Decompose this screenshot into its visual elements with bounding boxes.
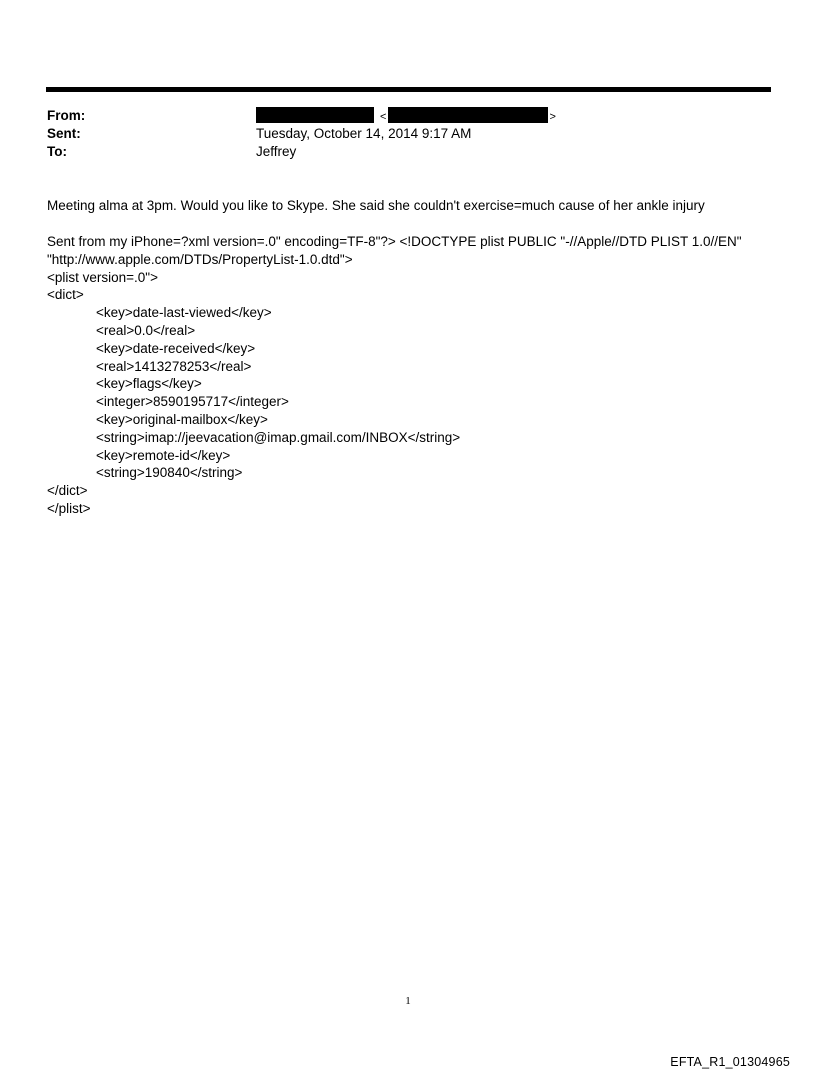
body-line: Sent from my iPhone=?xml version=.0" encoding=TF-8"?> <!DOCTYPE plist PUBLIC "-//Apple//DTD PLIST 1.0//EN" (47, 234, 742, 249)
to-value: Jeffrey (256, 144, 297, 159)
plist-entry: <key>flags</key> (96, 376, 202, 392)
plist-entry: <real>0.0</real> (96, 322, 196, 338)
email-header (47, 107, 767, 161)
header-rule (46, 87, 771, 92)
closing-line: </dict> (47, 483, 88, 499)
plist-entry: <key>date-received</key> (96, 340, 256, 356)
page-number: 1 (405, 995, 411, 1007)
message-text: Meeting alma at 3pm. Would you like to Skype. She said she couldn't exercise=much cause of her ankle injury (47, 198, 705, 213)
body-line: <dict> (47, 287, 84, 303)
redacted-sender-email (388, 107, 548, 123)
from-value (256, 107, 556, 126)
body-line: <plist version=.0"> (47, 269, 158, 285)
sent-row (47, 125, 767, 143)
from-open-bracket: < (380, 111, 387, 123)
closing-line: </plist> (47, 500, 91, 516)
plist-entry: <string>190840</string> (96, 465, 243, 481)
bates-number: EFTA_R1_01304965 (670, 1055, 790, 1069)
plist-entry: <integer>8590195717</integer> (96, 394, 289, 410)
plist-entry: <key>original-mailbox</key> (96, 411, 268, 427)
to-label: To: (47, 144, 67, 159)
message-body (47, 233, 787, 518)
redacted-sender-name (256, 107, 374, 123)
plist-entry: <key>date-last-viewed</key> (96, 305, 272, 321)
from-row (47, 107, 767, 125)
to-row (47, 143, 767, 161)
sent-value: Tuesday, October 14, 2014 9:17 AM (256, 126, 472, 141)
from-label: From: (47, 108, 86, 123)
from-close-bracket: > (549, 111, 556, 123)
plist-entry: <string>imap://jeevacation@imap.gmail.com/INBOX</string> (96, 429, 461, 445)
plist-entry: <real>1413278253</real> (96, 358, 252, 374)
body-line: "http://www.apple.com/DTDs/PropertyList-1.0.dtd"> (47, 251, 353, 267)
sent-label: Sent: (47, 126, 81, 141)
plist-entry: <key>remote-id</key> (96, 447, 231, 463)
